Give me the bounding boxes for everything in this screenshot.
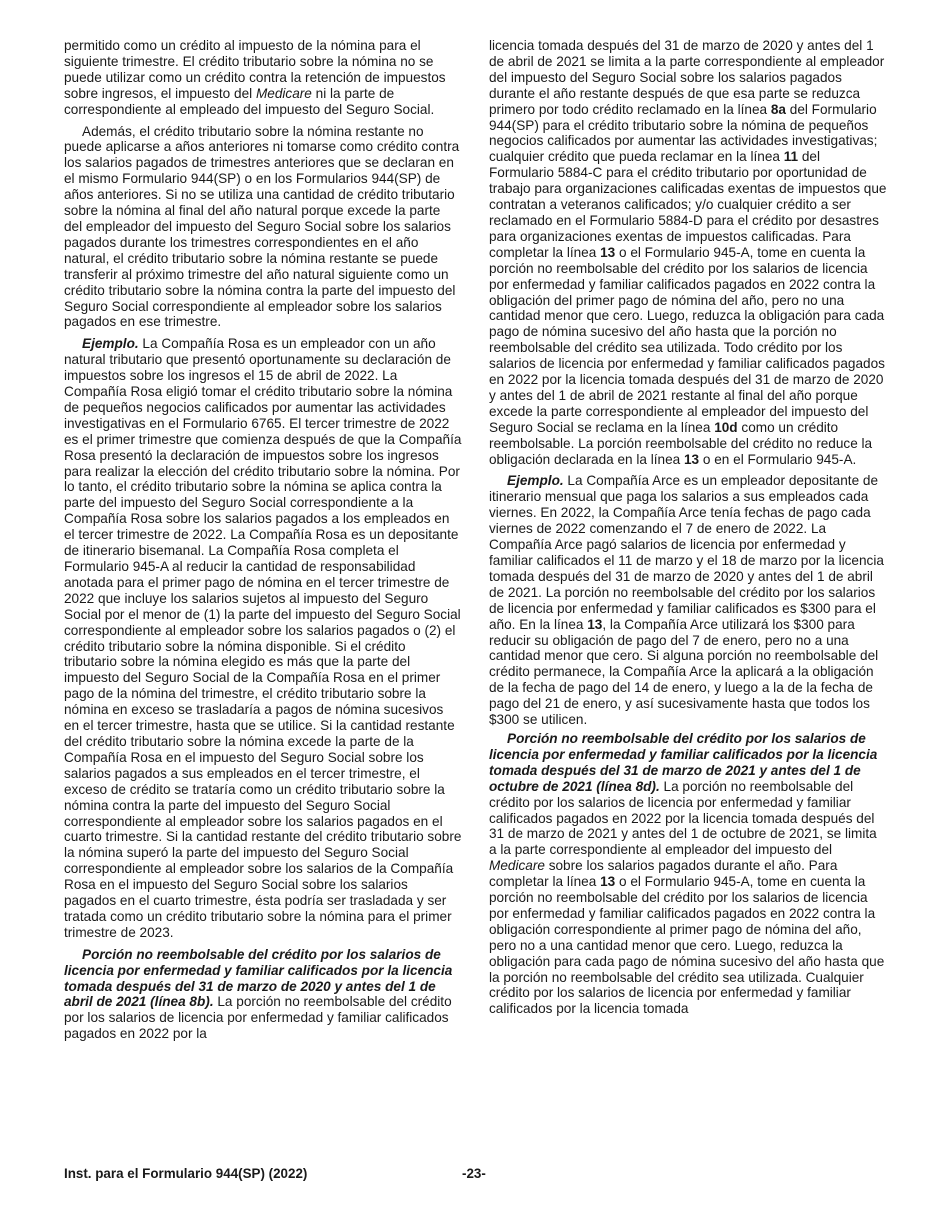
example-label: Ejemplo.: [507, 473, 564, 489]
paragraph-text: como un crédito reembolsable. La porción reembolsable del crédito no reduce la obligación declarada en la línea: [489, 419, 873, 467]
paragraph-text: ni la parte de correspondiente al empleado del impuesto del Seguro Social.: [64, 85, 435, 117]
left-paragraph-1: [64, 38, 462, 118]
left-paragraph-example: [64, 336, 462, 940]
paragraph-text: Además, el crédito tributario sobre la nómina restante no puede aplicarse a años anteriores ni tomarse como crédito contra los salarios pagados de trimestres anteriores que se declaran en el mismo Formulario 944(SP) o en los Formularios 944(SP) de años anteriores. Si no se utiliza una cantidad de crédito tributario sobre la nómina al final del año natural porque excede la parte del empleador del impuesto del Seguro Social sobre los salarios pagados durante los trimestres correspondientes en el año natural, el crédito tributario sobre la nómina restante se puede transferir al próximo trimestre del año natural siguiente como un crédito tributario sobre la nómina contra la parte del impuesto del Seguro Social correspondiente al empleador sobre los salarios pagados en ese trimestre.: [64, 123, 460, 330]
page-number: -23-: [462, 1166, 486, 1181]
paragraph-text: La Compañía Rosa es un empleador con un año natural tributario que presentó oportunamente su declaración de impuestos sobre los ingresos el 15 de abril de 2022. La Compañía Rosa eligió tomar el crédito tributario sobre la nómina de pequeños negocios calificados por aumentar las actividades investigativas en el Formulario 6765. El tercer trimestre de 2022 es el primer trimestre que comienza después de que la Compañía Rosa presentó la declaración de impuestos sobre los ingresos para realizar la elección del crédito tributario sobre la nómina. Por lo tanto, el crédito tributario sobre la nómina se aplica contra la parte del impuesto del Seguro Social correspondiente a la Compañía Rosa sobre los salarios pagados a los empleados en el tercer trimestre de 2022. La Compañía Rosa es un depositante de itinerario bisemanal. La Compañía Rosa completa el Formulario 945-A al reducir la cantidad de responsabilidad anotada para el primer pago de nómina en el tercer trimestre de 2022 que incluye los salarios sujetos al impuesto del Seguro Social por el menor de (1) la parte del impuesto del Seguro Social correspondiente al empleador sobre los salarios pagados o (2) el crédito tributario sobre la nómina disponible. Si el crédito tributario sobre la nómina elegido es más que la parte del impuesto del Seguro Social de la Compañía Rosa en el primer pago de la nómina del trimestre, el crédito tributario sobre la nómina en exceso se trasladaría a pagos de nómina sucesivos en el tercer trimestre, hasta que se utilice. Si la cantidad restante del crédito tributario sobre la nómina excede la parte de la Compañía Rosa en el impuesto del Seguro Social sobre los salarios pagados a sus empleados en el tercer trimestre, el exceso de crédito se trataría como un crédito tributario sobre la nómina contra la parte del impuesto del Seguro Social correspondiente al empleador sobre los salarios pagados en el cuarto trimestre. Si la cantidad restante del crédito tributario sobre la nómina superó la parte del impuesto del Seguro Social correspondiente al empleador sobre los salarios de la Compañía Rosa en el impuesto del Seguro Social sobre los salarios pagados en el cuarto trimestre, ésta podría ser trasladada y ser tratada como un crédito tributario sobre la nómina para el primer trimestre de 2023.: [64, 336, 462, 940]
paragraph-text: La porción no reembolsable del crédito por los salarios de licencia por enfermedad y familiar calificados pagados en 2022 por la: [64, 994, 452, 1042]
section-heading-line-8d: Porción no reembolsable del crédito por los salarios de licencia por enfermedad y familiar calificados por la licencia tomada después del 31 de marzo de 2021 y antes del 1 de octubre de 2021 (línea 8d).: [489, 730, 878, 794]
paragraph-text: del Formulario 944(SP) para el crédito tributario sobre la nómina de pequeños negocios calificados por aumentar las actividades investigativas; cualquier crédito que pueda reclamar en la línea: [489, 101, 878, 165]
left-column: [64, 38, 462, 1048]
left-paragraph-2: [64, 124, 462, 331]
paragraph-text: o el Formulario 945-A, tome en cuenta la porción no reembolsable del crédito por los salarios de licencia por enfermedad y familiar calificados pagados en 2022 contra la obligación del primer pago de nómina del año, pero no una cantidad menor que cero. Luego, reduzca la obligación para cada pago de nómina sucesivo del año hasta que la porción no reembolsable del crédito sea utilizada. Todo crédito por los salarios de licencia por enfermedad y familiar calificados pagados en 2022 por la licencia tomada después del 31 de marzo de 2020 y antes del 1 de abril de 2021 restante al final del año porque excede la parte correspondiente al empleador del impuesto del Seguro Social se reclama en la línea: [489, 244, 885, 435]
emphasis-medicare: Medicare: [255, 85, 312, 101]
footer-form-label: Inst. para el Formulario 944(SP) (2022): [64, 1166, 308, 1181]
line-ref: 13: [600, 874, 616, 890]
right-column: [489, 38, 887, 1023]
paragraph-text: o en el Formulario 945-A.: [699, 451, 857, 467]
example-label: Ejemplo.: [82, 336, 139, 352]
right-paragraph-example: [489, 473, 887, 728]
paragraph-text: permitido como un crédito al impuesto de la nómina para el siguiente trimestre. El crédito tributario sobre la nómina no se puede utilizar como un crédito contra la retención de impuestos sobre ingresos, el impuesto del: [64, 38, 446, 101]
page-footer: [64, 1166, 886, 1186]
line-ref: 13: [587, 616, 603, 632]
paragraph-text: o el Formulario 945-A, tome en cuenta la porción no reembolsable del crédito por los salarios de licencia por enfermedad y familiar calificados pagados en 2022 contra la obligación correspondiente al primer pago de nómina del año, pero no a una cantidad menor que cero. Luego, reduzca la obligación para cada pago de nómina sucesivo del año hasta que la porción no reembolsable del crédito sea utilizada. Cualquier crédito por los salarios de licencia por enfermedad y familiar calificados por la licencia tomada: [489, 874, 885, 1017]
paragraph-text: del Formulario 5884-C para el crédito tributario por oportunidad de trabajo para organizaciones calificadas exentas de impuestos que contratan a veteranos calificados; y/o cualquier crédito a ser reclamado en el Formulario 5884-D para el crédito por desastres para organizaciones exentas de impuestos calificadas. Para completar la línea: [489, 149, 887, 260]
paragraph-text: La Compañía Arce es un empleador depositante de itinerario mensual que paga los salarios a sus empleados cada viernes. En 2022, la Compañía Arce tenía fechas de pago cada viernes de 2022 comenzando el 7 de enero de 2022. La Compañía Arce pagó salarios de licencia por enfermedad y familiar calificados el 11 de marzo y el 18 de marzo por la licencia tomada después del 31 de marzo de 2020 y antes del 1 de abril de 2021. La porción no reembolsable del crédito por los salarios de licencia por enfermedad y familiar calificados es $300 para el año. En la línea: [489, 473, 884, 632]
right-paragraph-1: [489, 38, 887, 467]
paragraph-text: licencia tomada después del 31 de marzo de 2020 y antes del 1 de abril de 2021 se limita a la parte correspondiente al empleador del impuesto del Seguro Social sobre los salarios pagados durante el año restante después de que esa parte se reduzca primero por todo crédito reclamado en la línea: [489, 38, 885, 117]
line-ref: 11: [783, 149, 799, 165]
paragraph-text: , la Compañía Arce utilizará los $300 para reducir su obligación de pago del 7 de enero, pero no a una cantidad menor que cero. Si alguna porción no reembolsable del crédito permanece, la Compañía Arce la aplicará a la obligación de la fecha de pago del 14 de enero, y luego a la de la fecha de pago del 21 de enero, y así sucesivamente hasta que todos los $300 se utilicen.: [489, 616, 879, 728]
paragraph-text: sobre los salarios pagados durante el año. Para completar la línea: [489, 858, 838, 890]
line-ref: 13: [600, 244, 616, 260]
paragraph-text: La porción no reembolsable del crédito por los salarios de licencia por enfermedad y familiar calificados pagados en 2022 por la licencia tomada después del 31 de marzo de 2021 y antes del 1 de octubre de 2021, se limita a la parte correspondiente al empleador del impuesto del: [489, 778, 877, 858]
line-ref: 10d: [714, 419, 738, 435]
left-paragraph-8b: [64, 947, 462, 1042]
emphasis-medicare: Medicare: [489, 858, 545, 874]
right-paragraph-8d: [489, 731, 887, 1017]
section-heading-line-8b: Porción no reembolsable del crédito por los salarios de licencia por enfermedad y familiar calificados por la licencia tomada después del 31 de marzo de 2020 y antes del 1 de abril de 2021 (línea 8b).: [64, 946, 453, 1010]
line-ref: 13: [684, 451, 700, 467]
line-ref: 8a: [770, 101, 786, 117]
